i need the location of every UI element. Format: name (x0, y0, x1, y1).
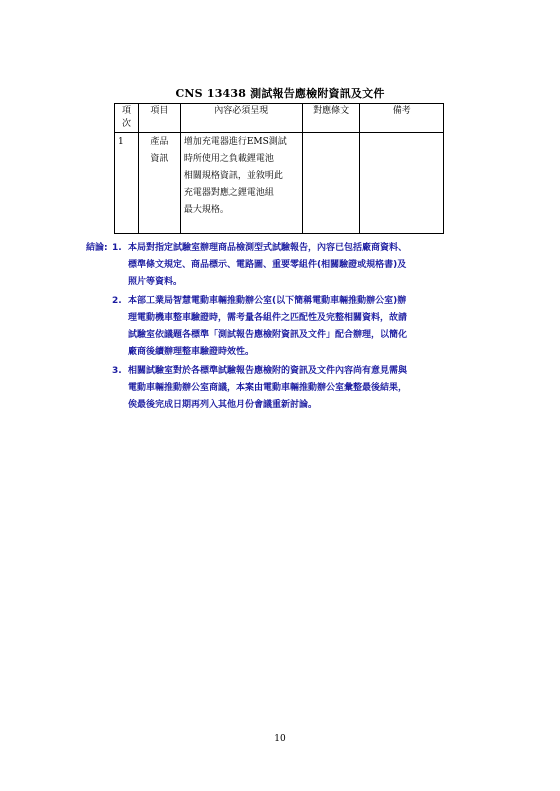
conclusion-line: 廠商後續辦理整車驗證時效性。 (128, 347, 255, 357)
conclusion-line: 照片等資料。 (128, 277, 183, 287)
conclusion-line: 本部工業局智慧電動車輛推動辦公室(以下簡稱電動車輛推動辦公室)辦 (128, 296, 407, 306)
conclusion-line: 相關試驗室對於各標準試驗報告應檢附的資訊及文件內容尚有意見需與 (128, 366, 408, 376)
row-no-value: 1 (118, 137, 124, 147)
conclusion-line: 俟最後完成日期再列入其他月份會議重新討論。 (128, 400, 318, 410)
row-no (115, 133, 139, 234)
table-row (115, 133, 444, 234)
row-content (180, 133, 302, 234)
row-content-line: 相關規格資訊，並敘明此 (183, 171, 283, 181)
requirements-table (114, 103, 444, 234)
conclusion-item (86, 293, 486, 361)
conclusion-section (86, 240, 486, 416)
conclusion-line: 理電動機車整車驗證時，需考量各組件之匹配性及完整相關資料，故請 (128, 313, 408, 323)
page-title: CNS 13438 測試報告應檢附資訊及文件 (175, 87, 385, 100)
header-clause: 對應條文 (302, 104, 360, 133)
row-clause (302, 133, 360, 234)
header-item: 項目 (138, 104, 180, 133)
conclusion-label: 結論: (86, 243, 108, 253)
header-remark: 備考 (360, 104, 444, 133)
conclusion-item-number: 3. (112, 366, 122, 376)
conclusion-item (86, 363, 486, 414)
conclusion-item-number: 2. (112, 296, 122, 306)
row-content-line: 時所使用之負載鋰電池 (183, 154, 274, 164)
page-number: 10 (274, 734, 286, 744)
row-content-line: 充電器對應之鋰電池組 (183, 188, 274, 198)
conclusion-line: 電動車輛推動辦公室商議，本案由電動車輛推動辦公室彙整最後結果， (128, 383, 408, 393)
conclusion-line: 標準條文規定、商品標示、電路圖、重要零組件(相關驗證或規格書)及 (128, 260, 407, 270)
row-remark (360, 133, 444, 234)
row-content-line: 最大規格。 (183, 205, 229, 215)
conclusion-item-number: 1. (112, 243, 122, 253)
row-item-line: 產品 (150, 137, 169, 147)
row-content-line: 增加充電器進行EMS測試 (183, 137, 287, 147)
conclusion-line: 試驗室依議題各標準「測試報告應檢附資訊及文件」配合辦理，以簡化 (128, 330, 408, 340)
table-header-row (115, 104, 444, 133)
row-item (138, 133, 180, 234)
conclusion-item (86, 240, 486, 291)
conclusion-line: 本局對指定試驗室辦理商品檢測型式試驗報告，內容已包括廠商資料、 (128, 243, 408, 253)
header-content: 內容必須呈現 (180, 104, 302, 133)
header-item-no: 項次 (115, 104, 139, 133)
row-item-line: 資訊 (150, 154, 169, 164)
